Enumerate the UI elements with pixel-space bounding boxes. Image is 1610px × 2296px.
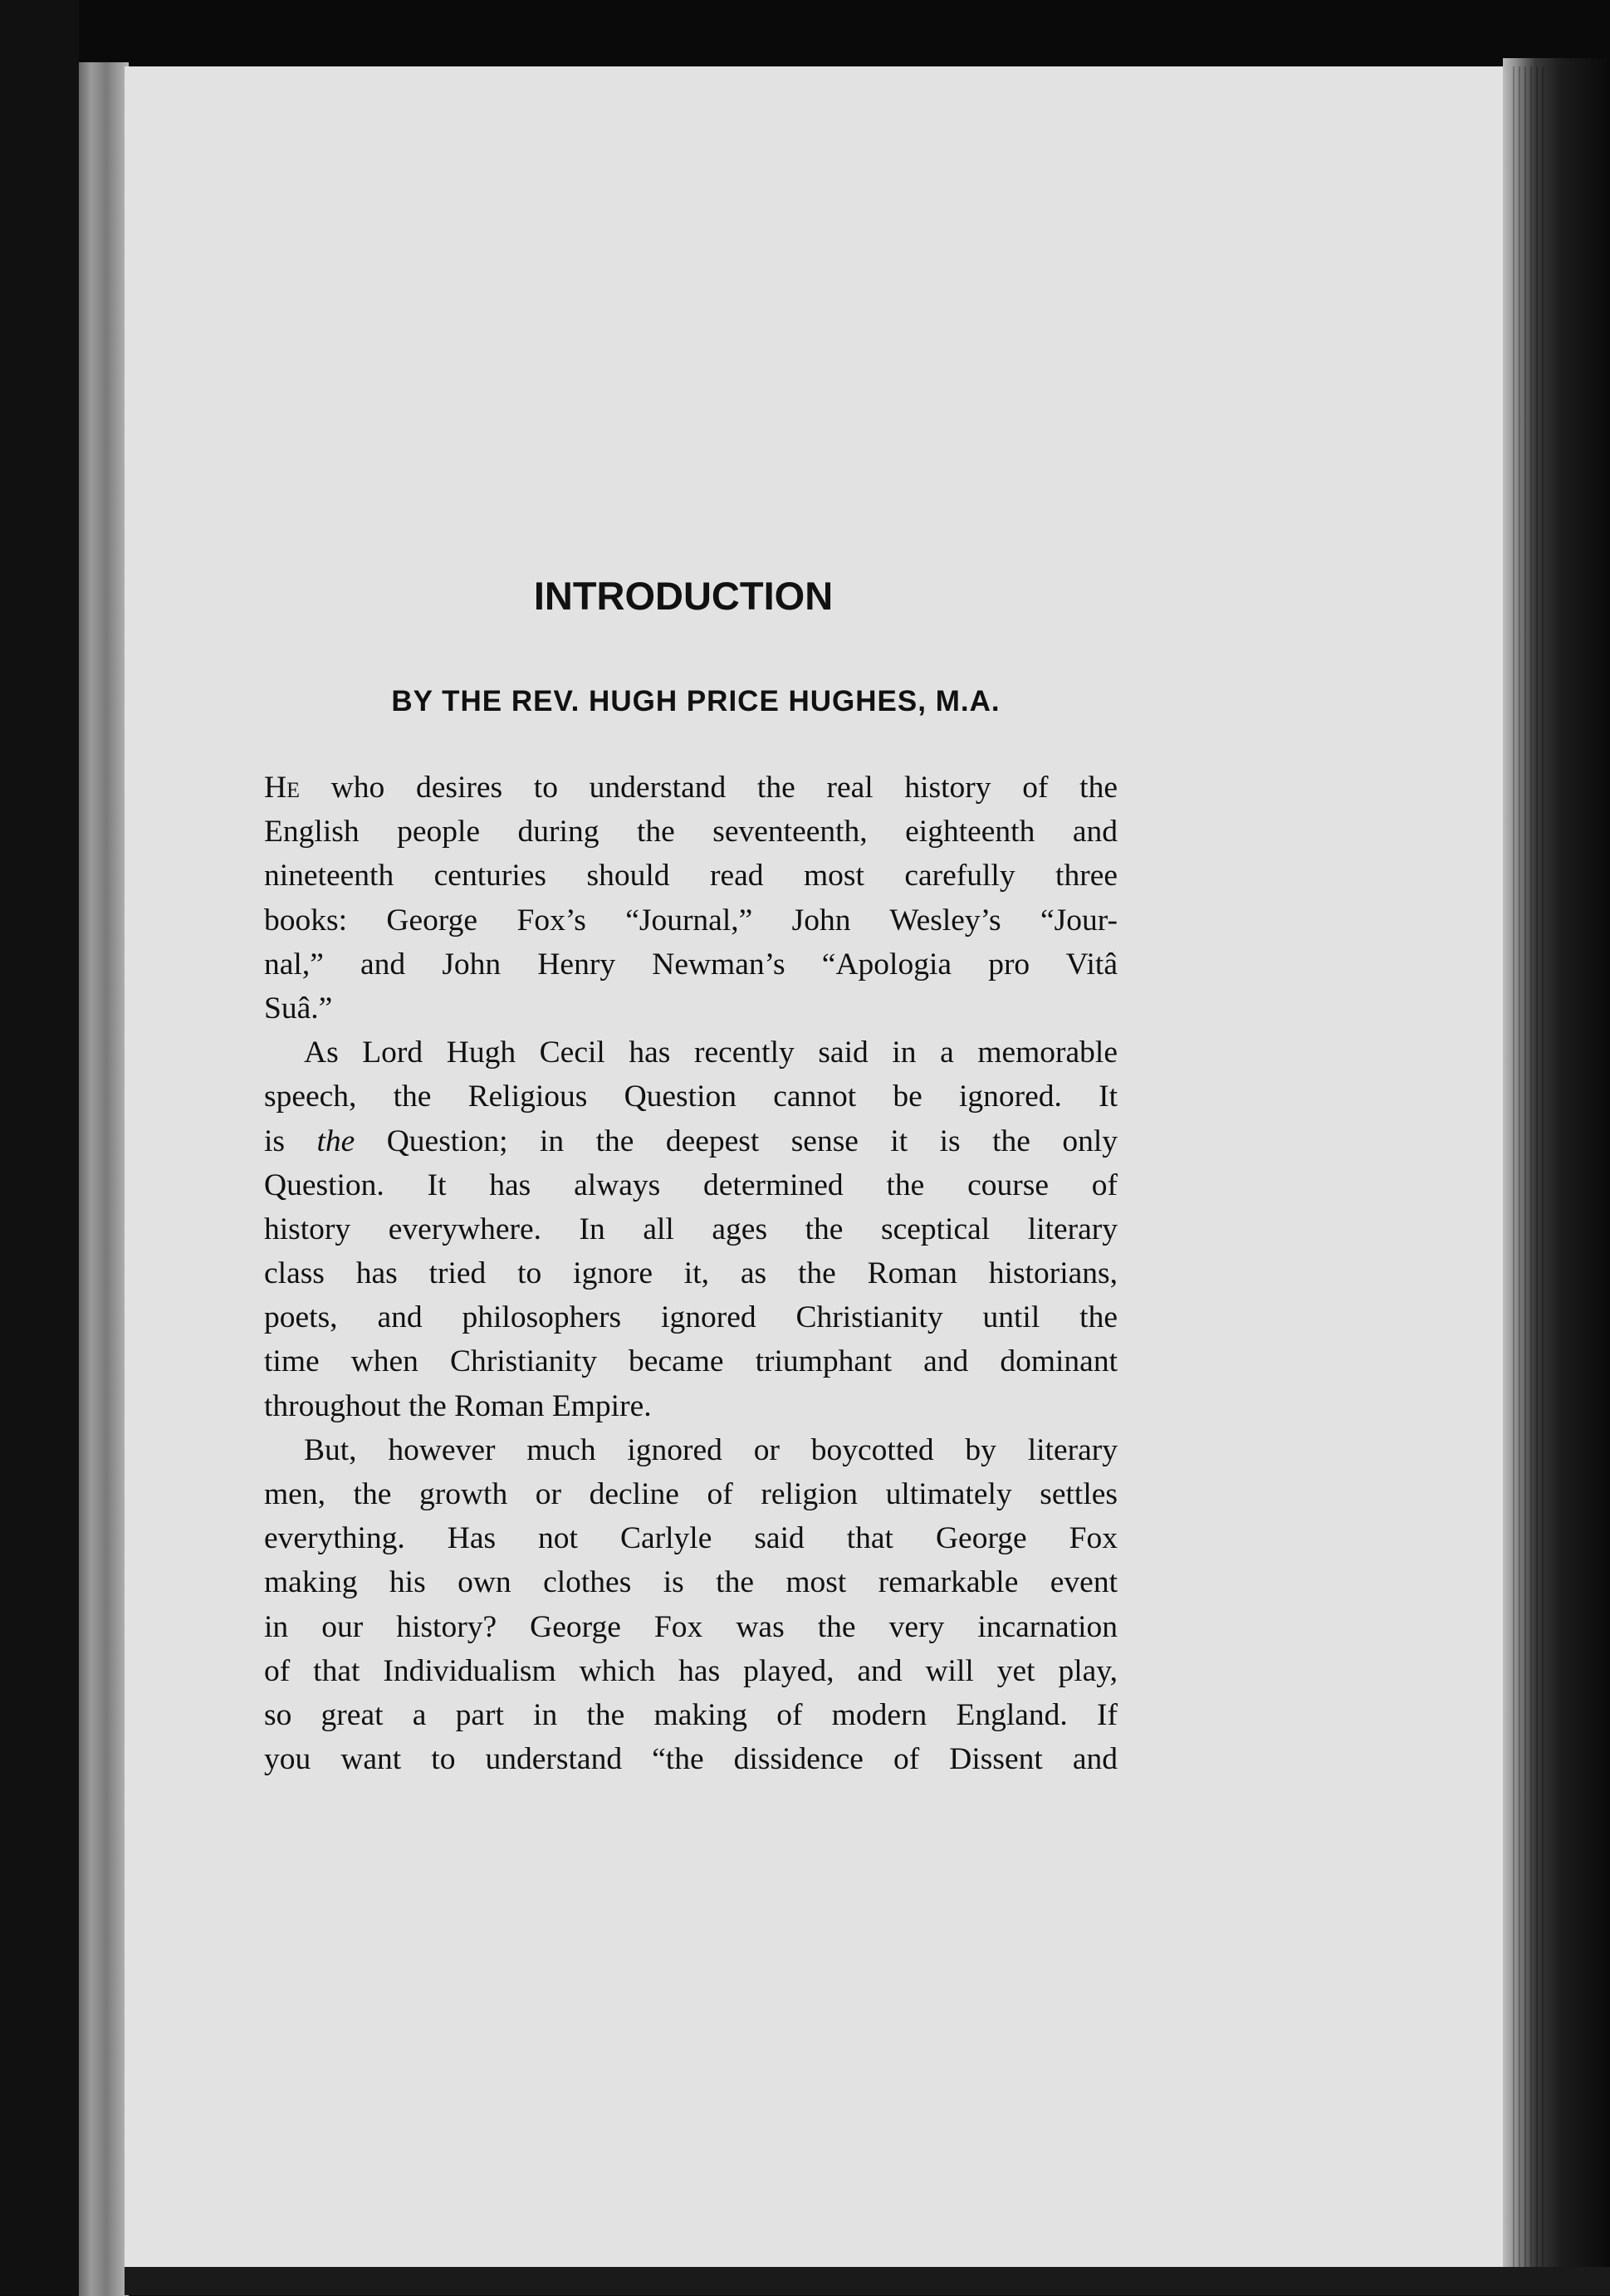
paragraph-line: throughout the Roman Empire. [264,1388,652,1423]
paragraph-line: As Lord Hugh Cecil has recently said in a memorable [304,1035,1118,1070]
paragraph-line: Question. It has always determined the course of [264,1168,1118,1202]
paragraph-line: everything. Has not Carlyle said that George Fox [264,1521,1118,1556]
page-subtitle: BY THE REV. HUGH PRICE HUGHES, M.A. [391,685,1001,717]
page-title: INTRODUCTION [533,574,834,618]
scan-bottom-border [125,2267,1610,2295]
paragraph-line: of that Individualism which has played, and will yet play, [264,1653,1118,1688]
paragraph-line: nal,” and John Henry Newman’s “Apologia pro Vitâ [264,947,1118,982]
book-binding-gutter [79,62,129,2296]
paragraph-line: English people during the seventeenth, eighteenth and [264,815,1118,849]
paragraph-line: poets, and philosophers ignored Christianity until the [264,1300,1118,1335]
book-page [125,66,1503,2267]
paragraph-3 [264,1428,1118,1782]
body-text [264,766,1118,1781]
paragraph-1 [264,766,1118,1031]
paragraph-line: is the Question; in the deepest sense it is the only [264,1124,1118,1158]
paragraph-line: speech, the Religious Question cannot be ignored. It [264,1079,1118,1114]
paragraph-line: in our history? George Fox was the very incarnation [264,1609,1118,1644]
paragraph-2 [264,1031,1118,1428]
paragraph-line: time when Christianity became triumphant and dominant [264,1344,1118,1379]
paragraph-line: making his own clothes is the most remarkable event [264,1565,1118,1600]
paragraph-line: Suâ.” [264,991,333,1026]
paragraph-line: But, however much ignored or boycotted by literary [304,1432,1118,1467]
paragraph-line: so great a part in the making of modern England. If [264,1697,1118,1732]
paragraph-line: history everywhere. In all ages the sceptical literary [264,1212,1118,1246]
paragraph-line: He who desires to understand the real history of the [264,771,1118,805]
paragraph-line: class has tried to ignore it, as the Roman historians, [264,1256,1118,1291]
paragraph-line: books: George Fox’s “Journal,” John Wesley’s “Jour- [264,903,1118,937]
dropcap: He [264,771,300,805]
paragraph-line: nineteenth centuries should read most carefully three [264,859,1118,893]
paragraph-line: you want to understand “the dissidence of Dissent and [264,1742,1118,1777]
paragraph-line: men, the growth or decline of religion ultimately settles [264,1477,1118,1511]
scan-top-border [0,0,1610,66]
scan-left-border [0,0,79,2295]
page-stack-lines [1513,66,1546,2284]
